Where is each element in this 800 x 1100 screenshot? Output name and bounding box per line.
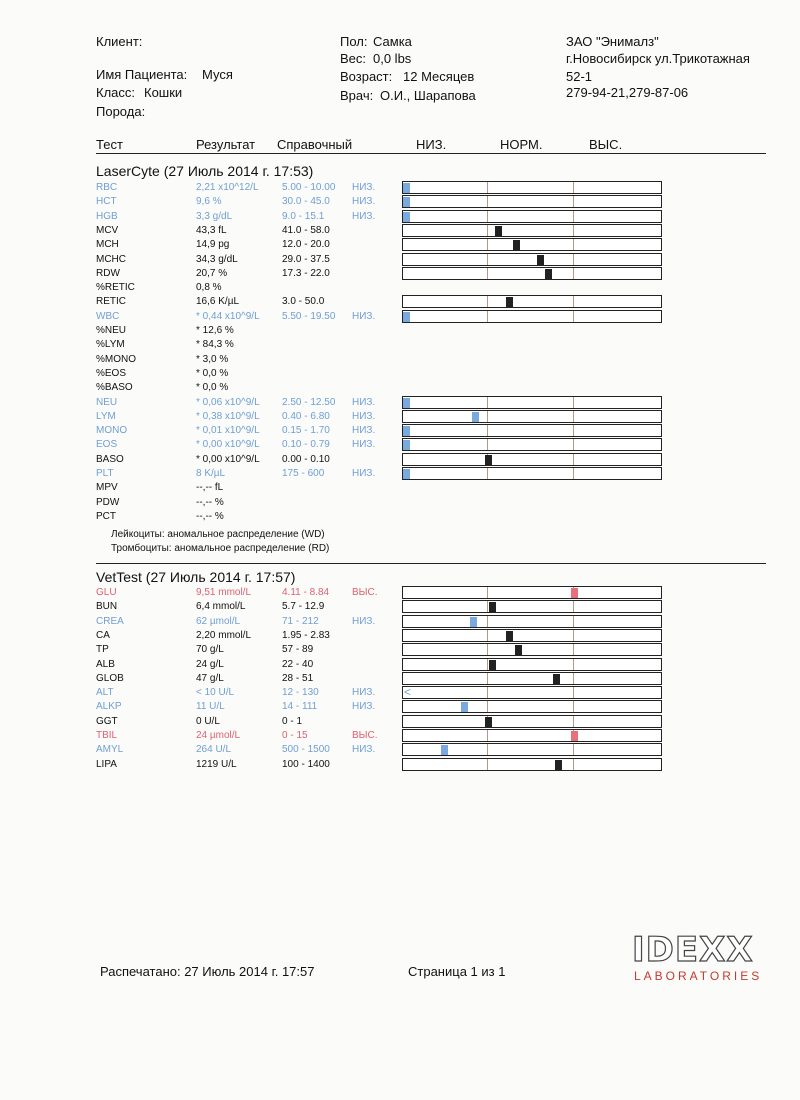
flag-label: НИЗ. [352,701,376,712]
reference-range: 0 - 1 [282,716,303,727]
result-value: 24 µmol/L [196,730,241,741]
range-divider-low [487,311,488,322]
result-value: --,-- fL [196,482,224,493]
result-value: 0,8 % [196,282,222,293]
value-marker [472,412,479,422]
result-value: 34,3 g/dL [196,254,238,265]
column-result: Результат [196,137,256,152]
flag-label: НИЗ. [352,744,376,755]
flag-label: НИЗ. [352,425,376,436]
value-marker [441,745,448,755]
range-indicator-bar [402,396,662,409]
range-divider-low [487,211,488,222]
test-name: GGT [96,716,118,727]
flag-label: НИЗ. [352,211,376,222]
flag-label: НИЗ. [352,182,376,193]
reference-range: 0.10 - 0.79 [282,439,330,450]
table-row [0,481,800,495]
result-value: 11 U/L [196,701,225,712]
range-divider-low [487,254,488,265]
range-indicator-bar [402,295,662,308]
reference-range: 12 - 130 [282,687,319,698]
table-row [0,338,800,352]
table-row [0,195,800,209]
result-value: 62 µmol/L [196,616,241,627]
range-divider-high [573,616,574,627]
table-row [0,253,800,267]
weight-value: 0,0 lbs [373,51,412,66]
clinic-name: ЗАО "Энималз" [566,34,659,49]
range-divider-high [573,759,574,770]
result-value: * 0,0 % [196,382,229,393]
patient-value: Муся [202,67,233,82]
test-name: HCT [96,196,117,207]
note-plt-distribution: Тромбоциты: аномальное распределение (RD) [111,543,330,554]
range-divider-low [487,439,488,450]
idexx-logo-subtitle: LABORATORIES [634,969,763,983]
flag-label: ВЫС. [352,730,378,741]
result-value: 9,51 mmol/L [196,587,252,598]
range-divider-high [573,211,574,222]
patient-label: Имя Пациента: [96,67,188,82]
result-value: 0 U/L [196,716,220,727]
range-indicator-bar [402,310,662,323]
result-value: * 0,44 x10^9/L [196,311,260,322]
value-marker [403,197,410,207]
test-name: RETIC [96,296,126,307]
value-marker [571,731,578,741]
range-indicator-bar [402,600,662,613]
test-name: AMYL [96,744,124,755]
result-value: --,-- % [196,511,224,522]
range-divider-low [487,397,488,408]
client-label: Клиент: [96,34,143,49]
value-marker [515,645,522,655]
range-divider-low [487,425,488,436]
table-row [0,424,800,438]
age-label: Возраст: [340,69,393,84]
range-divider-high [573,397,574,408]
range-divider-low [487,687,488,698]
range-divider-high [573,744,574,755]
range-divider-high [573,225,574,236]
result-value: * 0,38 x10^9/L [196,411,260,422]
result-value: < 10 U/L [196,687,235,698]
table-row [0,758,800,772]
reference-range: 14 - 111 [282,701,318,712]
doctor-value: О.И., Шарапова [380,88,476,103]
range-divider-high [573,296,574,307]
test-name: MONO [96,425,128,436]
range-divider-high [573,601,574,612]
test-name: RDW [96,268,120,279]
section-lasercyte-title: LaserCyte (27 Июль 2014 г. 17:53) [96,163,314,179]
range-indicator-bar [402,615,662,628]
flag-label: НИЗ. [352,468,376,479]
reference-range: 3.0 - 50.0 [282,296,325,307]
range-divider-high [573,182,574,193]
reference-range: 500 - 1500 [282,744,330,755]
page-number: Страница 1 из 1 [408,964,506,979]
reference-range: 0.00 - 0.10 [282,454,330,465]
result-value: * 12,6 % [196,325,234,336]
table-row [0,324,800,338]
table-row [0,686,800,700]
range-divider-low [487,601,488,612]
table-row [0,438,800,452]
table-row [0,224,800,238]
table-row [0,367,800,381]
table-row [0,381,800,395]
test-name: ALKP [96,701,122,712]
table-row [0,238,800,252]
result-value: * 0,01 x10^9/L [196,425,260,436]
range-divider-high [573,454,574,465]
value-marker [485,455,492,465]
value-marker [403,469,410,479]
below-range-arrow-icon: < [404,685,412,699]
range-divider-low [487,759,488,770]
test-name: %BASO [96,382,133,393]
reference-range: 2.50 - 12.50 [282,397,336,408]
reference-range: 29.0 - 37.5 [282,254,330,265]
table-row [0,281,800,295]
range-divider-high [573,268,574,279]
flag-label: ВЫС. [352,587,378,598]
range-indicator-bar [402,238,662,251]
table-row [0,353,800,367]
range-indicator-bar [402,715,662,728]
table-row [0,658,800,672]
range-divider-low [487,196,488,207]
reference-range: 22 - 40 [282,659,314,670]
reference-range: 4.11 - 8.84 [282,587,330,598]
test-name: PDW [96,497,120,508]
table-row [0,629,800,643]
range-divider-low [487,744,488,755]
range-indicator-bar [402,453,662,466]
range-indicator-bar [402,424,662,437]
reference-range: 1.95 - 2.83 [282,630,330,641]
test-name: LYM [96,411,116,422]
class-label: Класс: [96,85,135,100]
range-divider-high [573,196,574,207]
range-divider-high [573,439,574,450]
reference-range: 28 - 51 [282,673,314,684]
test-name: BUN [96,601,118,612]
value-marker [571,588,578,598]
result-value: 24 g/L [196,659,224,670]
column-test: Тест [96,137,123,152]
class-value: Кошки [144,85,183,100]
range-indicator-bar [402,224,662,237]
result-value: 3,3 g/dL [196,211,233,222]
range-divider-low [487,644,488,655]
result-value: 16,6 K/µL [196,296,240,307]
clinic-address-line1: г.Новосибирск ул.Трикотажная [566,51,750,66]
reference-range: 175 - 600 [282,468,325,479]
result-value: * 84,3 % [196,339,234,350]
result-value: * 0,00 x10^9/L [196,439,260,450]
test-name: LIPA [96,759,117,770]
sex-label: Пол: [340,34,368,49]
range-divider-low [487,630,488,641]
column-reference: Справочный [277,137,353,152]
table-row [0,700,800,714]
result-value: 6,4 mmol/L [196,601,246,612]
sex-value: Самка [373,34,412,49]
value-marker [513,240,520,250]
range-indicator-bar [402,195,662,208]
value-marker [506,631,513,641]
test-name: MCH [96,239,119,250]
range-indicator-bar [402,267,662,280]
weight-label: Вес: [340,51,367,66]
range-indicator-bar [402,467,662,480]
value-marker [403,398,410,408]
range-divider-high [573,630,574,641]
value-marker [555,760,562,770]
test-name: ALB [96,659,115,670]
table-row [0,600,800,614]
value-marker [545,269,552,279]
value-marker [485,717,492,727]
result-value: 43,3 fL [196,225,227,236]
value-marker [489,660,496,670]
age-value: 12 Месяцев [403,69,475,84]
reference-range: 100 - 1400 [282,759,330,770]
range-divider-low [487,296,488,307]
flag-label: НИЗ. [352,196,376,207]
result-value: 8 K/µL [196,468,226,479]
test-name: CREA [96,616,124,627]
table-row [0,729,800,743]
range-divider-high [573,687,574,698]
test-name: EOS [96,439,118,450]
range-indicator-bar [402,658,662,671]
value-marker [403,426,410,436]
table-row [0,586,800,600]
result-value: 70 g/L [196,644,224,655]
table-row [0,615,800,629]
reference-range: 5.50 - 19.50 [282,311,336,322]
range-divider-high [573,659,574,670]
header-rule [96,153,766,154]
table-row [0,510,800,524]
section-rule [96,563,766,564]
test-name: MPV [96,482,118,493]
printed-date: Распечатано: 27 Июль 2014 г. 17:57 [100,964,315,979]
range-divider-high [573,239,574,250]
table-row [0,181,800,195]
range-divider-high [573,644,574,655]
range-divider-low [487,268,488,279]
reference-range: 12.0 - 20.0 [282,239,330,250]
idexx-logo: IDEXX [632,930,754,970]
range-divider-low [487,411,488,422]
range-indicator-bar [402,672,662,685]
test-name: ALT [96,687,114,698]
value-marker [489,602,496,612]
range-divider-high [573,716,574,727]
breed-label: Порода: [96,104,146,119]
range-indicator-bar [402,686,662,699]
flag-label: НИЗ. [352,311,376,322]
range-divider-low [487,659,488,670]
result-value: 2,21 x10^12/L [196,182,259,193]
range-indicator-bar [402,758,662,771]
table-row [0,453,800,467]
test-name: TP [96,644,109,655]
range-divider-high [573,673,574,684]
range-divider-low [487,616,488,627]
reference-range: 9.0 - 15.1 [282,211,325,222]
range-divider-low [487,587,488,598]
table-row [0,267,800,281]
test-name: WBC [96,311,120,322]
range-divider-high [573,311,574,322]
column-low: НИЗ. [416,137,447,152]
result-value: 47 g/L [196,673,224,684]
test-name: NEU [96,397,118,408]
range-indicator-bar [402,643,662,656]
result-value: 20,7 % [196,268,228,279]
note-wbc-distribution: Лейкоциты: аномальное распределение (WD) [111,529,325,540]
range-indicator-bar [402,210,662,223]
clinic-address-line2: 52-1 [566,69,593,84]
result-value: * 0,00 x10^9/L [196,454,260,465]
doctor-label: Врач: [340,88,374,103]
range-divider-low [487,673,488,684]
test-name: MCHC [96,254,126,265]
test-name: %LYM [96,339,125,350]
table-row [0,310,800,324]
test-name: PCT [96,511,116,522]
value-marker [403,183,410,193]
range-indicator-bar [402,253,662,266]
reference-range: 17.3 - 22.0 [282,268,330,279]
column-high: ВЫС. [589,137,623,152]
table-row [0,295,800,309]
table-row [0,672,800,686]
test-name: %NEU [96,325,127,336]
value-marker [403,212,410,222]
reference-range: 71 - 212 [282,616,319,627]
range-indicator-bar [402,181,662,194]
result-value: 264 U/L [196,744,232,755]
test-name: MCV [96,225,119,236]
test-name: %RETIC [96,282,135,293]
result-value: * 0,0 % [196,368,229,379]
range-divider-high [573,468,574,479]
result-value: --,-- % [196,497,224,508]
value-marker [495,226,502,236]
value-marker [537,255,544,265]
reference-range: 30.0 - 45.0 [282,196,330,207]
range-divider-low [487,182,488,193]
range-indicator-bar [402,729,662,742]
range-indicator-bar [402,586,662,599]
clinic-phone: 279-94-21,279-87-06 [566,85,689,100]
table-row [0,210,800,224]
test-name: GLOB [96,673,124,684]
range-divider-high [573,425,574,436]
range-indicator-bar [402,700,662,713]
table-row [0,643,800,657]
flag-label: НИЗ. [352,439,376,450]
test-name: HGB [96,211,118,222]
value-marker [553,674,560,684]
table-row [0,743,800,757]
table-row [0,496,800,510]
table-row [0,467,800,481]
table-row [0,410,800,424]
range-divider-high [573,701,574,712]
flag-label: НИЗ. [352,687,376,698]
test-name: BASO [96,454,124,465]
value-marker [403,440,410,450]
range-divider-high [573,254,574,265]
range-divider-high [573,411,574,422]
range-divider-low [487,701,488,712]
value-marker [506,297,513,307]
range-divider-low [487,468,488,479]
flag-label: НИЗ. [352,616,376,627]
reference-range: 57 - 89 [282,644,314,655]
test-name: GLU [96,587,117,598]
test-name: %EOS [96,368,127,379]
range-divider-low [487,730,488,741]
result-value: * 3,0 % [196,354,229,365]
test-name: %MONO [96,354,136,365]
test-name: TBIL [96,730,118,741]
value-marker [403,312,410,322]
range-indicator-bar [402,743,662,756]
reference-range: 5.7 - 12.9 [282,601,325,612]
result-value: 14,9 pg [196,239,230,250]
result-value: 2,20 mmol/L [196,630,252,641]
range-divider-low [487,239,488,250]
value-marker [470,617,477,627]
range-indicator-bar [402,629,662,642]
reference-range: 0.15 - 1.70 [282,425,330,436]
reference-range: 0.40 - 6.80 [282,411,330,422]
reference-range: 5.00 - 10.00 [282,182,336,193]
section-vettest-title: VetTest (27 Июль 2014 г. 17:57) [96,569,296,585]
reference-range: 41.0 - 58.0 [282,225,330,236]
result-value: 1219 U/L [196,759,237,770]
value-marker [461,702,468,712]
column-normal: НОРМ. [500,137,543,152]
flag-label: НИЗ. [352,411,376,422]
table-row [0,396,800,410]
range-indicator-bar [402,410,662,423]
range-indicator-bar [402,438,662,451]
result-value: * 0,06 x10^9/L [196,397,260,408]
test-name: PLT [96,468,114,479]
reference-range: 0 - 15 [282,730,308,741]
table-row [0,715,800,729]
test-name: CA [96,630,110,641]
flag-label: НИЗ. [352,397,376,408]
range-divider-low [487,225,488,236]
result-value: 9,6 % [196,196,222,207]
test-name: RBC [96,182,118,193]
